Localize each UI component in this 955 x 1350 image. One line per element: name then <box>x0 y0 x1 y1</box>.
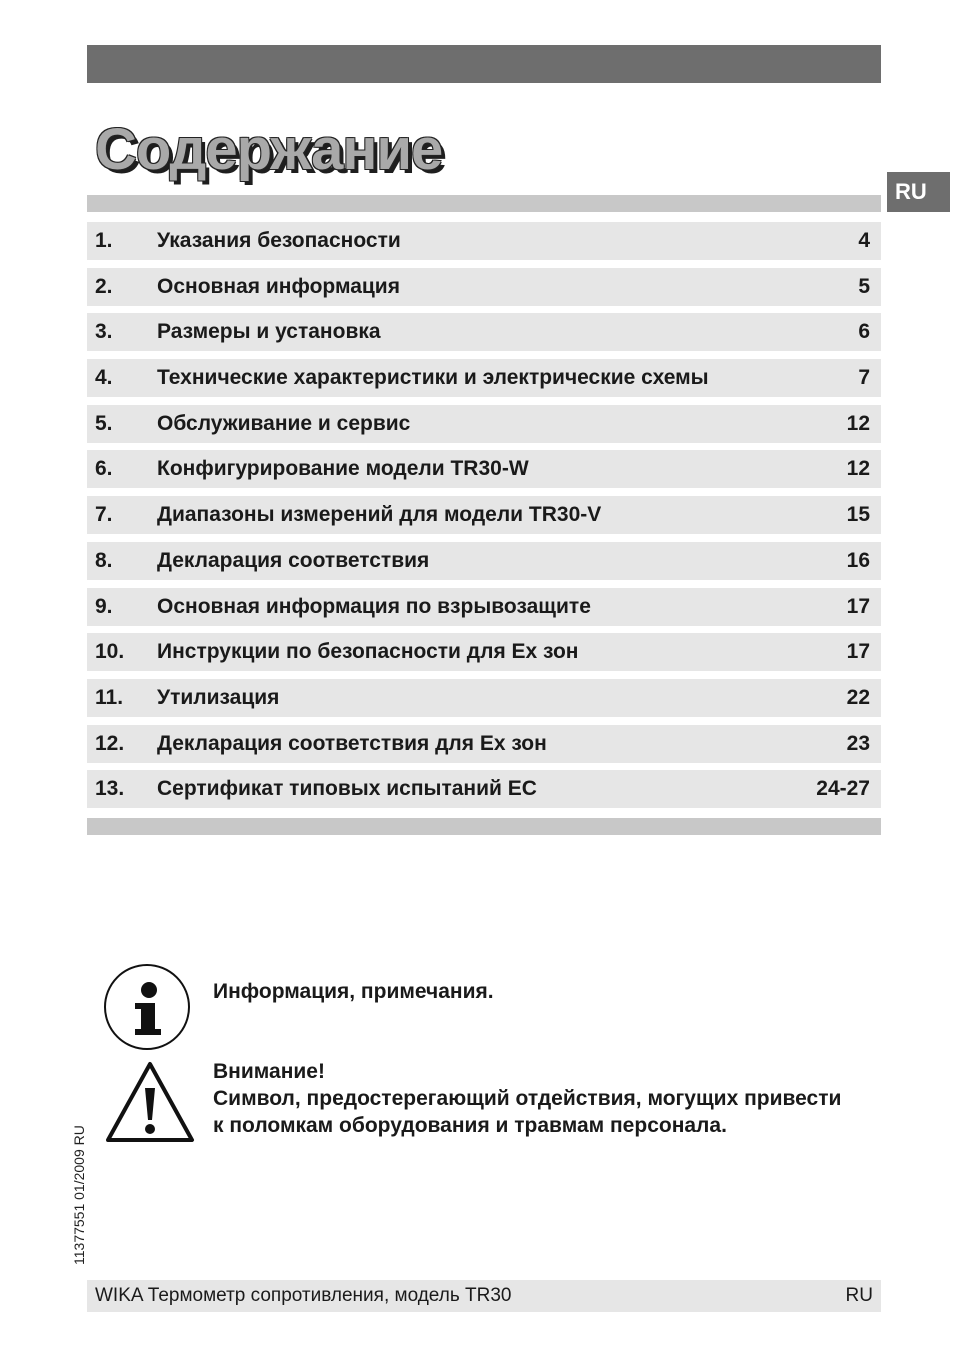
toc-number: 13. <box>95 777 125 801</box>
toc-row[interactable] <box>87 405 881 443</box>
toc-page-number: 6 <box>858 320 870 344</box>
warning-line-1: Символ, предостерегающий отдействия, могущих привести <box>213 1087 842 1110</box>
toc-title: Сертификат типовых испытаний ЕС <box>157 777 537 801</box>
toc-page-number: 5 <box>858 274 870 298</box>
toc-number: 1. <box>95 229 113 252</box>
warning-heading: Внимание! <box>213 1060 325 1083</box>
toc-top-rule <box>87 195 881 212</box>
toc-page-number: 24-27 <box>816 777 870 801</box>
toc-title: Инструкции по безопасности для Ex зон <box>157 640 579 664</box>
toc-number: 11. <box>95 685 124 709</box>
language-tab: RU <box>887 172 950 212</box>
toc-title: Утилизация <box>157 685 280 709</box>
toc-page-number: 22 <box>846 685 870 709</box>
toc-page-number: 12 <box>846 457 870 481</box>
toc-page-number: 15 <box>846 503 870 527</box>
footer-title: WIKA Термометр сопротивления, модель TR30 <box>95 1285 512 1306</box>
toc-title: Обслуживание и сервис <box>157 411 411 435</box>
info-note: Информация, примечания. <box>213 980 494 1003</box>
toc-row[interactable] <box>87 679 881 717</box>
toc-title: Основная информация <box>157 274 400 298</box>
warning-note <box>213 1058 841 1139</box>
toc-page-number: 4 <box>858 229 870 252</box>
page-title: Содержание <box>95 117 443 182</box>
toc-row[interactable] <box>87 222 881 260</box>
toc-row[interactable] <box>87 313 881 351</box>
toc-row[interactable] <box>87 359 881 397</box>
toc-bottom-rule <box>87 818 881 835</box>
toc-title: Диапазоны измерений для модели TR30-V <box>157 503 602 527</box>
toc-number: 7. <box>95 503 113 527</box>
document-code: 11377551 01/2009 RU <box>71 1125 87 1265</box>
toc-page-number: 12 <box>846 411 870 435</box>
toc-page-number: 17 <box>846 594 870 618</box>
toc-number: 9. <box>95 594 113 618</box>
toc-number: 10. <box>95 640 125 664</box>
toc-title: Декларация соответствия для Ex зон <box>157 731 547 755</box>
toc-number: 4. <box>95 366 113 390</box>
warning-icon <box>104 1060 196 1144</box>
toc-row[interactable] <box>87 588 881 626</box>
toc-title: Декларация соответствия <box>157 548 430 572</box>
toc-page-number: 16 <box>846 548 870 572</box>
toc-row[interactable] <box>87 725 881 763</box>
toc-number: 2. <box>95 274 113 298</box>
info-icon <box>103 963 191 1051</box>
toc-title: Размеры и установка <box>157 320 381 344</box>
toc-row[interactable] <box>87 268 881 306</box>
toc-number: 6. <box>95 457 113 481</box>
toc-row[interactable] <box>87 450 881 488</box>
toc-page-number: 23 <box>846 731 870 755</box>
toc-row[interactable] <box>87 770 881 808</box>
toc-title: Основная информация по взрывозащите <box>157 594 591 618</box>
toc-number: 12. <box>95 731 125 755</box>
toc-title: Конфигурирование модели TR30-W <box>157 457 529 481</box>
toc-row[interactable] <box>87 633 881 671</box>
toc-number: 8. <box>95 548 113 572</box>
toc-title: Указания безопасности <box>157 229 401 252</box>
toc-number: 5. <box>95 411 113 435</box>
toc-page-number: 17 <box>846 640 870 664</box>
toc-title: Технические характеристики и электрические схемы <box>157 366 709 390</box>
header-bar <box>87 45 881 83</box>
footer <box>87 1280 881 1312</box>
toc-row[interactable] <box>87 542 881 580</box>
toc-number: 3. <box>95 320 113 344</box>
toc-row[interactable] <box>87 496 881 534</box>
table-of-contents <box>87 222 881 816</box>
footer-language: RU <box>845 1285 873 1306</box>
toc-page-number: 7 <box>858 366 870 390</box>
warning-line-2: к поломкам оборудования и травмам персонала. <box>213 1114 727 1137</box>
